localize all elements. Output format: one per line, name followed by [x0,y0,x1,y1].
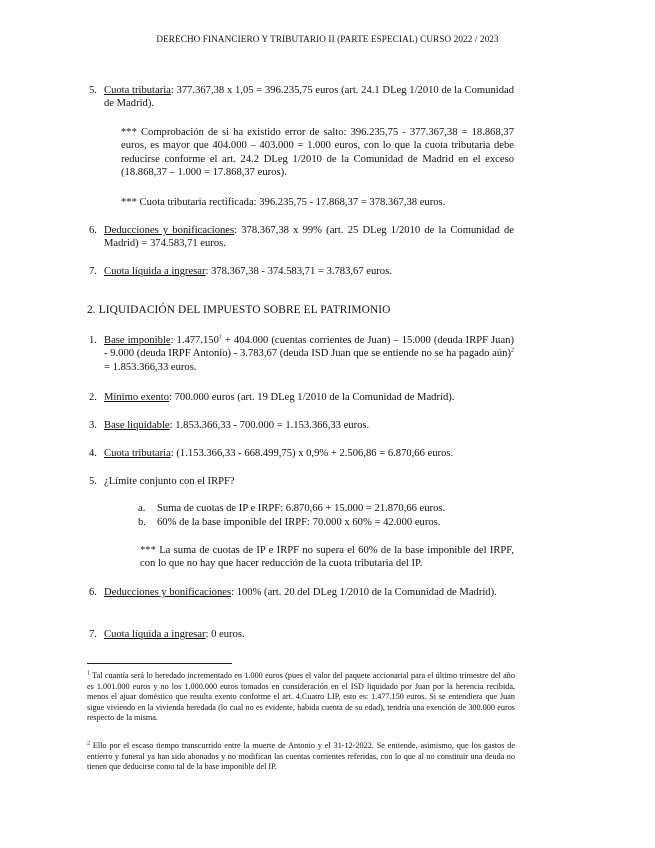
item-label: Mínimo exento [104,392,170,403]
item-text: : 100% (art. 20 del DLeg 1/2010 de la Comunidad de Madrid). [231,587,497,598]
sub-item-b [140,516,514,529]
list-item-base-liquidable [89,419,514,432]
limite-note: *** La suma de cuotas de IP e IRPF no supera el 60% de la base imponible del IRPF, con lo que no hay que hacer reducción de la cuota tributaria del IP. [140,545,514,570]
item-number: 6. [89,225,97,236]
item-number: 5. [89,476,97,487]
sub-item-letter: a. [138,503,146,514]
item-number: 6. [89,587,97,598]
item-label: Base imponible [104,335,171,346]
item-number: 2. [89,392,97,403]
sub-item-text: Suma de cuotas de IP e IRPF: 6.870,66 + 15.000 = 21.870,66 euros. [157,503,446,514]
list-item-limite-conjunto [89,475,514,488]
footnote-marker: 2 [87,740,90,747]
item-text: : 1.477.150 [170,335,219,346]
footnote-ref-1[interactable]: 1 [218,334,222,341]
item-text: : 0 euros. [205,629,245,640]
salto-error-note: *** Comprobación de si ha existido error de salto: 396.235,75 - 377.367,38 = 18.868,37 euros, es mayor que 404.000 – 403.000 = 1.000 euros, con lo que la cuota tributaria debe reducirse conforme el art. 24.2 DLeg 1/2010 de la Comunidad de Madrid en el exceso (18.868,37 – 1.000 = 17.868,37 euros). [121,127,514,179]
item-text: + 404.000 (cuentas corrientes de Juan) – 15.000 (deuda IRPF Juan) - 9.000 (deuda IRPF Antonio) - 3.783,67 (deuda ISD Juan que se entiende no se ha pagado aún) [104,335,515,360]
item-number: 4. [89,448,97,459]
list-item-base-imponible [89,334,515,374]
cuota-rectificada-note: *** Cuota tributaria rectificada: 396.235,75 - 17.868,37 = 378.367,38 euros. [121,197,446,208]
item-label: Base liquidable [104,420,170,431]
footnote-marker: 1 [87,670,90,677]
footnote-ref-2[interactable]: 2 [511,347,514,354]
item-label: Cuota líquida a ingresar [104,266,206,277]
sub-item-letter: b. [138,517,146,528]
footnote-text: Ello por el escaso tiempo transcurrido entre la muerte de Antonio y el 31-12-2022. Se entiende, asimismo, que los gastos de entierro y funeral ya han sido abonados y no modifican las cuentas corrientes referidas, con lo que al no constituir una deuda no tienen que deducirse como tal de la base imponible del IP. [87,741,515,772]
list-item-cuota-liquida [89,265,514,278]
item-label: Deducciones y bonificaciones [104,587,232,598]
sub-item-text: 60% de la base imponible del IRPF: 70.000 x 60% = 42.000 euros. [157,517,441,528]
item-text: : 700.000 euros (art. 19 DLeg 1/2010 de la Comunidad de Madrid). [169,392,455,403]
footnote-1 [87,671,515,724]
item-number: 1. [89,335,97,346]
item-label: Deducciones y bonificaciones [104,225,235,236]
item-number: 5. [89,85,97,96]
section-title: 2. LIQUIDACIÓN DEL IMPUESTO SOBRE EL PATRIMONIO [87,304,391,316]
list-item-cuota-tributaria [89,84,514,111]
item-text: = 1.853.366,33 euros. [104,361,197,373]
list-item-deducciones [89,224,514,251]
list-item-cuota-tributaria-ip [89,447,514,460]
item-text: : 377.367,38 x 1,05 = 396.235,75 euros (art. 24.1 DLeg 1/2010 de la Comunidad de Madrid). [104,85,514,110]
footnote-divider [87,663,232,664]
item-text: ¿Límite conjunto con el IRPF? [104,476,235,487]
item-label: Cuota tributaria [104,85,171,96]
footnote-text: Tal cuantía será lo heredado incrementado en 1.000 euros (pues el valor del paquete accionarial para el último trimestre del año es 1.001.000 euros y no los 1.000.000 euros tomados en consideración en el ISD liquidado por Juan por la herencia recibida, menos el ajuar doméstico que resulta exento conforme el art. 4.Cuatro LIP, esto es: 1.477.150 euros. Si se entendiera que Juan sigue viviendo en la vivienda heredada (lo cual no es evidente, habida cuenta de su edad), tendría una exención de 300.000 euros respecto de la misma. [87,671,515,723]
item-number: 7. [89,266,97,277]
item-text: : 1.853.366,33 - 700.000 = 1.153.366,33 euros. [169,420,370,431]
list-item-deducciones-ip [89,586,514,599]
item-text: : (1.153.366,33 - 668.499,75) x 0,9% + 2.506,86 = 6.870,66 euros. [170,448,454,459]
footnote-2 [87,741,515,773]
item-number: 3. [89,420,97,431]
page-header: DERECHO FINANCIERO Y TRIBUTARIO II (PARTE ESPECIAL) CURSO 2022 / 2023 [156,34,499,44]
item-label: Cuota líquida a ingresar [104,629,206,640]
list-item-minimo-exento [89,391,514,404]
item-number: 7. [89,629,97,640]
item-text: : 378.367,38 x 99% (art. 25 DLeg 1/2010 de la Comunidad de Madrid) = 374.583,71 euros. [104,225,514,250]
list-item-cuota-liquida-ip [89,628,514,641]
sub-item-a [140,502,514,515]
item-text: : 378.367,38 - 374.583,71 = 3.783,67 euros. [205,266,392,277]
item-label: Cuota tributaria [104,448,171,459]
